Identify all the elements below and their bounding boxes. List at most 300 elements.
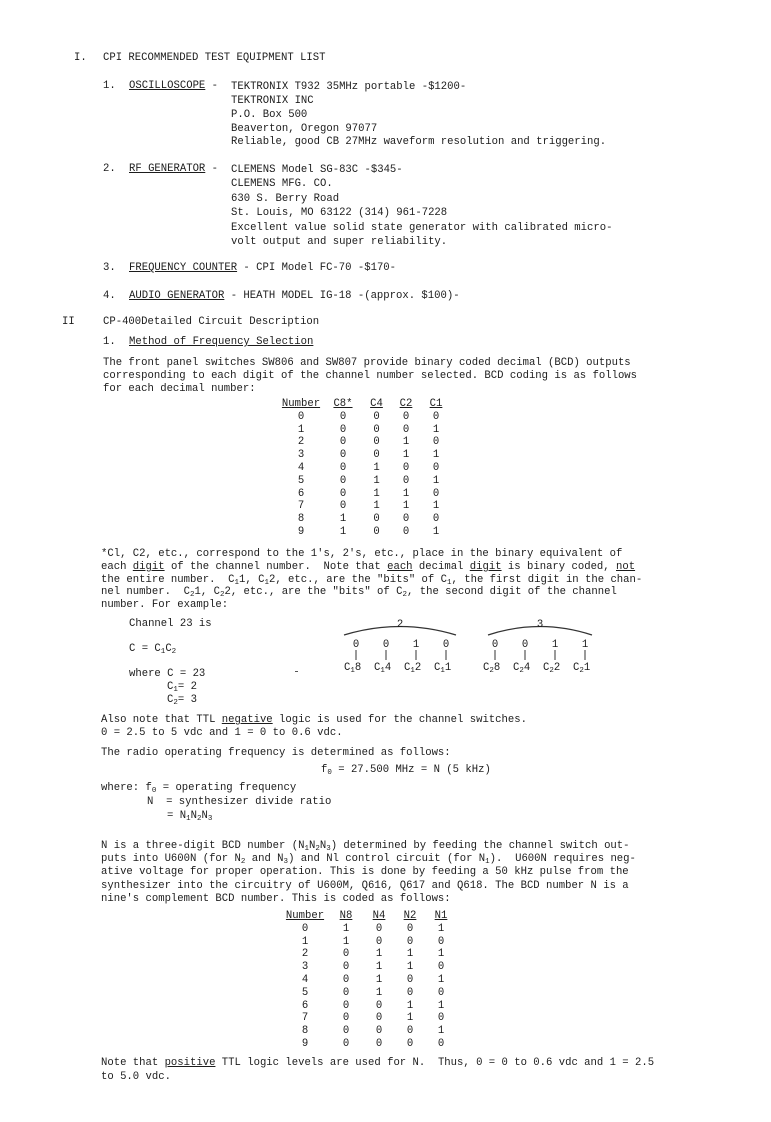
table-cell: 1 [339,513,347,526]
bit-weight: 8 [493,662,501,674]
subscript: 2 [240,858,246,867]
section-1-numeral: I. [74,52,87,64]
text: the entire number. C [101,573,235,586]
table-row [278,488,451,501]
table-cell: 1 [432,449,440,462]
table-cell: 0 [342,1012,350,1025]
digit-label: 3 [536,619,544,631]
bit-diagram [340,614,630,674]
table-cell: 0 [375,1037,383,1050]
table-cell: 0 [402,410,410,423]
table-cell: 1 [373,461,380,474]
bit-prefix: C [513,662,520,674]
subscript: 1 [447,578,452,587]
text: C [165,643,172,655]
channel-bcd-table [278,398,451,539]
paragraph-line: ative voltage for proper operation. This is done by feeding a 50 kHz pulse from the [101,866,629,879]
digit-label: 2 [396,619,404,631]
bit-name [573,662,590,674]
table-cell: 1 [432,474,440,487]
table-cell: 6 [297,487,305,500]
table-cell: 1 [301,935,309,948]
positive-logic-note [101,1057,654,1069]
text: 1, C [194,586,220,599]
table-cell: 1 [406,961,414,974]
item-2-number: 2. [103,163,116,175]
column-header: Number [285,910,325,922]
table-cell: 0 [339,500,347,513]
table-cell: 4 [297,461,305,474]
item-1-note: Reliable, good CB 27MHz waveform resolution and triggering. [231,136,607,148]
bit-prefix: C [374,662,381,674]
table-cell: 6 [301,999,309,1012]
table-cell: 9 [297,525,305,538]
example-c1 [167,681,197,693]
item-3-label: FREQUENCY COUNTER [129,262,238,274]
table-cell: 1 [342,935,350,948]
subscript: 3 [207,815,213,823]
table-cell: 1 [375,948,383,961]
table-row [282,1038,456,1051]
table-row [282,974,456,987]
table-cell: 0 [432,436,440,449]
bit-value: 0 [352,639,360,651]
bit-name [513,662,530,674]
table-cell: 1 [406,1012,414,1025]
column-header: C2 [399,398,413,410]
section-1-title: CPI RECOMMENDED TEST EQUIPMENT LIST [103,52,326,64]
bit-name [483,662,500,674]
subsection-number: 1. [103,336,116,348]
bit-name [543,662,560,674]
subscript: 2 [190,591,195,600]
table-cell: 0 [339,487,347,500]
table-cell: 0 [375,1012,383,1025]
table-row [282,987,456,1000]
subscript: 0 [151,787,157,795]
bit-subscript: 1 [410,667,415,674]
paragraph-line [101,853,636,866]
footnote-line: number. For example: [101,599,229,612]
table-cell: 0 [437,1012,445,1025]
table-cell: 1 [432,423,440,436]
text: logic is used for the channel switches. [272,714,527,726]
table-cell: 0 [373,410,380,423]
table-cell: 1 [432,525,440,538]
bit-value: 0 [491,639,499,651]
item-1-line: P.O. Box 500 [231,109,308,121]
subscript: 2 [402,591,408,600]
nines-complement-table [282,910,456,1051]
text: each [387,560,413,573]
table-row [282,948,456,961]
bit-weight: 4 [384,662,392,674]
table-cell: 1 [342,922,350,935]
text: N [190,810,197,822]
table-cell: 0 [437,935,445,948]
text: f [321,764,328,776]
bit-subscript: 2 [519,667,524,674]
text: negative [221,714,273,726]
column-header: N1 [434,910,448,922]
subscript: 1 [264,578,269,587]
where-n-product [167,810,212,822]
table-cell: 1 [437,999,445,1012]
table-cell: 0 [402,474,410,487]
text: where: f [101,782,152,794]
item-2-line: CLEMENS MFG. CO. [231,178,333,191]
table-cell: 5 [297,474,305,487]
bit-prefix: C [434,662,441,674]
table-cell: 0 [375,922,383,935]
table-cell: 1 [432,500,440,513]
column-header: Number [281,398,321,410]
bit-subscript: 2 [579,667,584,674]
bit-value: 1 [412,639,420,651]
text: N [319,840,327,852]
table-header-row [278,398,451,411]
table-row [282,1012,456,1025]
item-2-separator: - [205,163,225,175]
item-1-heading [129,80,224,92]
bit-prefix: C [344,662,351,674]
table-cell: 1 [375,973,383,986]
table-cell: 1 [437,948,445,961]
table-cell: 0 [339,449,347,462]
paragraph-line: for each decimal number: [103,382,256,395]
item-2-line: 630 S. Berry Road [231,192,340,205]
bcd-intro-paragraph [103,357,637,395]
table-cell: 1 [373,500,380,513]
item-3-text [129,262,396,274]
subscript: 2 [315,845,320,853]
table-cell: 0 [301,922,309,935]
bit-subscript: 1 [380,667,385,674]
table-cell: 7 [301,1012,309,1025]
table-row [278,449,451,462]
bit-value: 1 [551,639,559,651]
text: = N [167,810,187,822]
table-cell: 0 [339,436,347,449]
column-header: N8 [339,910,353,922]
bit-prefix: C [483,662,490,674]
table-row [278,526,451,539]
table-row [282,961,456,974]
table-cell: 0 [402,513,410,526]
text: ) and Nl control circuit (for N [288,853,486,866]
table-cell: 0 [375,999,383,1012]
table-cell: 0 [437,1037,445,1050]
table-cell: 0 [437,961,445,974]
table-cell: 7 [297,500,305,513]
section-2-numeral: II [62,316,75,328]
column-header: C8* [333,398,353,410]
table-cell: 1 [402,500,410,513]
subscript: 2 [196,815,202,823]
table-row [282,936,456,949]
section-2-title: CP-400Detailed Circuit Description [103,316,320,328]
bit-weight: 2 [553,662,561,674]
table-row [282,923,456,936]
item-4-text [129,290,460,302]
table-cell: 0 [342,999,350,1012]
table-row [278,436,451,449]
item-2-heading [129,163,224,175]
item-2-label: RF GENERATOR [129,163,206,175]
table-row [278,513,451,526]
item-1-label: OSCILLOSCOPE [129,80,206,92]
item-3-rest: - CPI Model FC-70 -$170- [237,262,397,274]
bit-value: 0 [442,639,450,651]
n-description-paragraph [101,840,636,906]
table-cell: 0 [402,461,410,474]
table-cell: 3 [301,961,309,974]
table-row [278,475,451,488]
item-1-line: Beaverton, Oregon 97077 [231,123,378,135]
text: 1, C [239,573,265,586]
bit-name [374,662,391,674]
where-n: N = synthesizer divide ratio [147,796,332,808]
footnote-line: *Cl, C2, etc., correspond to the 1's, 2's, etc., place in the binary equivalent of [101,548,623,560]
radio-intro: The radio operating frequency is determined as follows: [101,747,451,759]
example-channel: Channel 23 is [129,618,212,630]
table-cell: 0 [406,986,414,999]
subscript: 1 [485,858,490,867]
text: N [201,810,208,822]
footnote-line [101,574,642,587]
bit-name [344,662,361,674]
table-row [278,462,451,475]
table-cell: 0 [432,513,440,526]
table-cell: 0 [406,973,414,986]
table-cell: 0 [339,423,347,436]
footnote-line [101,586,642,599]
item-1-number: 1. [103,80,116,92]
text: ) determined by feeding the channel switch out- [330,840,630,852]
text: not [616,560,636,573]
text: , the first digit in the chan- [451,573,643,586]
ttl-note [101,714,527,726]
table-cell: 1 [406,999,414,1012]
bit-weight: 2 [414,662,422,674]
text: digit [132,560,165,573]
item-4-label: AUDIO GENERATOR [129,290,225,302]
frequency-formula [321,764,491,776]
bit-subscript: 1 [440,667,445,674]
item-4-number: 4. [103,290,116,302]
table-cell: 0 [342,973,350,986]
text: = 3 [177,694,197,706]
bcd-footnote [101,548,642,612]
table-row [278,500,451,513]
table-cell: 0 [406,1025,414,1038]
table-cell: 1 [373,474,380,487]
bit-prefix: C [543,662,550,674]
stray-mark [295,671,298,672]
table-cell: 0 [342,1025,350,1038]
text: nel number. C [101,586,191,599]
table-cell: 0 [375,935,383,948]
item-3-number: 3. [103,262,116,274]
paragraph-line: synthesizer into the circuitry of U600M, Q616, Q617 and Q618. The BCD number N is a [101,879,629,892]
text: of the channel number. Note that [164,560,388,573]
text: decimal [412,560,470,573]
table-row [282,1000,456,1013]
text: positive [164,1057,216,1069]
table-cell: 0 [432,487,440,500]
table-cell: 0 [432,461,440,474]
bit-weight: 4 [523,662,531,674]
bit-name [434,662,451,674]
text: N [308,840,316,852]
table-header-row [282,910,456,923]
table-cell: 9 [301,1037,309,1050]
text: = operating frequency [156,782,297,794]
text: and N [245,853,284,866]
text: , the second digit of the channel [407,586,617,599]
column-header: C1 [429,398,443,410]
table-cell: 4 [301,973,309,986]
example-c2 [167,694,197,706]
table-cell: 1 [375,961,383,974]
text: N is a three-digit BCD number (N [101,840,305,852]
table-cell: 1 [437,922,445,935]
table-cell: 0 [339,410,347,423]
table-cell: 0 [402,525,410,538]
table-row [278,424,451,437]
table-cell: 1 [402,449,410,462]
text: = 27.500 MHz = N (5 kHz) [331,764,491,776]
where-f0 [101,782,296,794]
table-cell: 0 [406,1037,414,1050]
subscript: 1 [173,686,178,694]
example-equation [129,643,176,655]
table-cell: 1 [437,973,445,986]
table-cell: 0 [373,423,380,436]
text: C [167,694,174,706]
bit-weight: 1 [444,662,452,674]
subscript: 3 [326,845,331,853]
text: puts into U600N (for N [101,853,241,866]
subscript: 1 [160,648,166,656]
table-cell: 0 [373,513,380,526]
table-cell: 0 [342,986,350,999]
bit-value: 0 [382,639,390,651]
table-cell: 0 [406,935,414,948]
table-cell: 1 [402,487,410,500]
bit-value: 0 [521,639,529,651]
table-cell: 1 [375,986,383,999]
bit-weight: 1 [583,662,591,674]
table-cell: 1 [437,1025,445,1038]
table-cell: 0 [375,1025,383,1038]
item-2-address [231,163,447,220]
table-cell: 2 [301,948,309,961]
table-cell: 0 [373,449,380,462]
item-2-note [231,221,612,249]
text: TTL logic levels are used for N. Thus, 0 = 0 to 0.6 vdc and 1 = 2.5 [215,1057,655,1069]
paragraph-line: The front panel switches SW806 and SW807 provide binary coded decimal (BCD) outputs [103,357,631,369]
table-cell: 0 [373,436,380,449]
table-cell: 3 [297,449,305,462]
item-2-line: St. Louis, MO 63122 (314) 961-7228 [231,206,448,219]
table-cell: 0 [402,423,410,436]
subscript: 1 [304,845,309,853]
table-cell: 0 [373,525,380,538]
paragraph-line: nine's complement BCD number. This is coded as follows: [101,892,451,905]
item-1-line: TEKTRONIX T932 35MHz portable -$1200- [231,81,467,93]
text: digit [469,560,502,573]
bit-name [404,662,421,674]
bit-subscript: 2 [549,667,554,674]
table-cell: 0 [342,948,350,961]
paragraph-line [101,840,636,853]
bit-subscript: 1 [350,667,355,674]
subscript: 1 [234,578,240,587]
table-cell: 0 [342,961,350,974]
item-4-rest: - HEATH MODEL IG-18 -(approx. $100)- [224,290,460,302]
table-cell: 0 [339,461,347,474]
bit-value: 1 [581,639,589,651]
paragraph-line: corresponding to each digit of the channel number selected. BCD coding is as follows [103,369,638,382]
table-cell: 1 [339,525,347,538]
item-2-note-line: Excellent value solid state generator with calibrated micro- [231,222,613,234]
table-cell: 0 [432,410,440,423]
table-cell: 1 [402,436,410,449]
table-cell: 0 [342,1037,350,1050]
text: = 2 [177,681,197,693]
table-row [282,1025,456,1038]
subsection-title: Method of Frequency Selection [129,336,314,348]
footnote-line [101,561,642,574]
text: is binary coded, [501,560,616,573]
bit-prefix: C [573,662,580,674]
subscript: 1 [186,815,191,823]
example-where: where C = 23 [129,668,206,680]
text: C = C [129,643,161,655]
item-2-line: CLEMENS Model SG-83C -$345- [231,164,403,176]
bit-prefix: C [404,662,411,674]
table-cell: 1 [373,487,380,500]
subscript: 2 [219,591,225,600]
table-cell: 1 [406,948,414,961]
table-cell: 2 [297,436,305,449]
item-1-line: TEKTRONIX INC [231,95,314,107]
column-header: N2 [403,910,417,922]
text: 2, etc., are the "bits" of C [268,573,447,586]
table-cell: 0 [406,922,414,935]
column-header: N4 [372,910,386,922]
item-1-address [231,80,466,136]
subscript: 3 [283,858,289,867]
subscript: 2 [171,648,177,656]
text: C [167,681,174,693]
subscript: 0 [327,769,332,777]
table-cell: 5 [301,986,309,999]
column-header: C4 [370,398,383,410]
bit-subscript: 2 [489,667,494,674]
text: Note that [101,1057,165,1069]
text: each [101,560,133,573]
table-cell: 8 [297,513,305,526]
text: ). U600N requires neg- [489,853,636,866]
table-cell: 0 [437,986,445,999]
positive-logic-note-cont: to 5.0 vdc. [101,1071,171,1083]
item-2-note-line: volt output and super reliability. [231,236,448,248]
bit-weight: 8 [354,662,362,674]
ttl-levels: 0 = 2.5 to 5 vdc and 1 = 0 to 0.6 vdc. [101,727,343,739]
text: Also note that TTL [101,714,222,726]
